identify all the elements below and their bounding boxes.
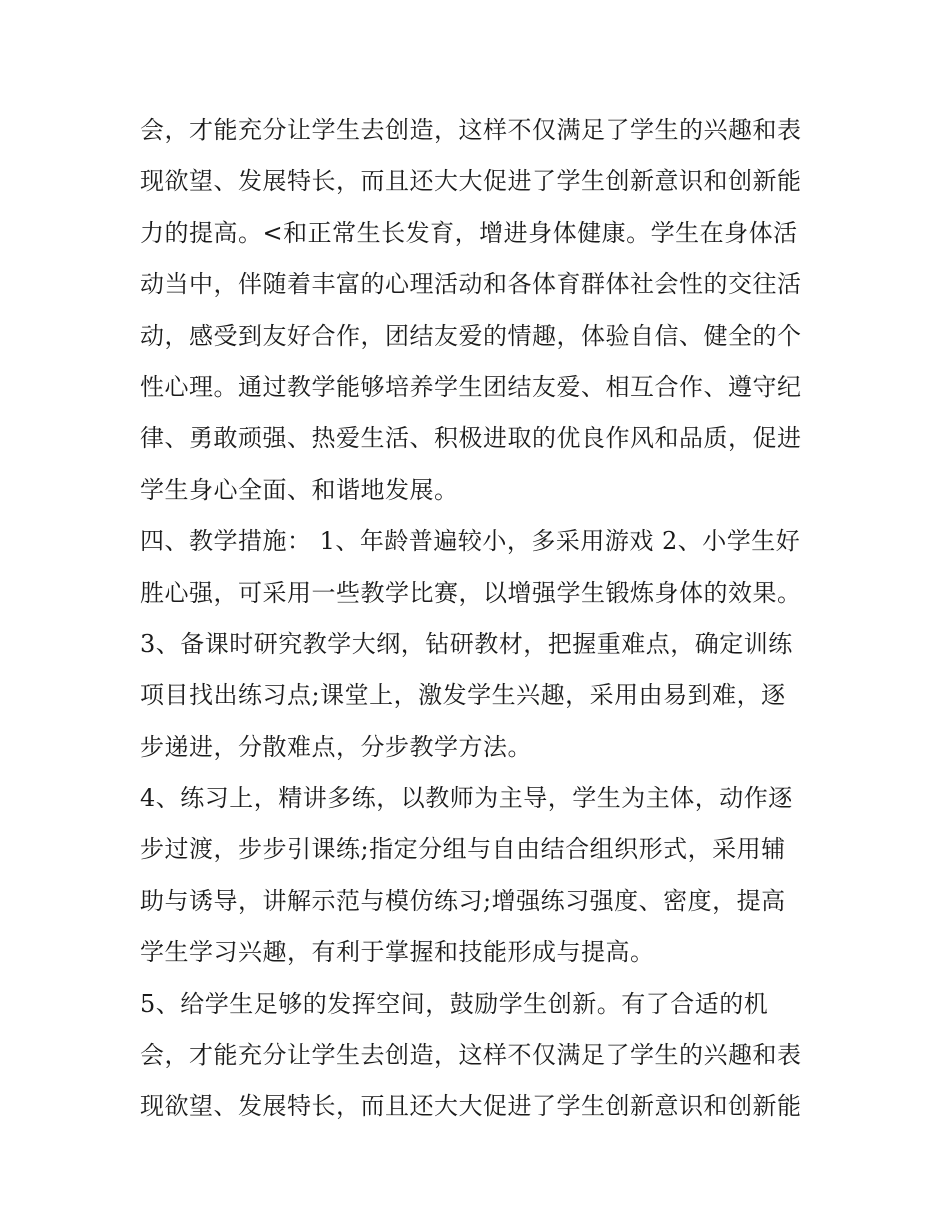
text-line: 会，才能充分让学生去创造，这样不仅满足了学生的兴趣和表 [140, 1041, 802, 1070]
text-line: 学生身心全面、和谐地发展。 [140, 475, 459, 504]
text-line: 会，才能充分让学生去创造，这样不仅满足了学生的兴趣和表 [140, 116, 802, 144]
text-line: 3、备课时研究教学大纲，钻研教材，把握重难点，确定训练 [140, 629, 793, 658]
text-line: 胜心强，可采用一些教学比赛，以增强学生锻炼身体的效果。 [140, 578, 802, 607]
text-line: 5、给学生足够的发挥空间，鼓励学生创新。有了合适的机 [140, 989, 769, 1018]
text-line: 步递进，分散难点，分步教学方法。 [140, 732, 532, 761]
text-line: 动，感受到友好合作，团结友爱的情趣，体验自信、健全的个 [140, 321, 802, 350]
text-line: 现欲望、发展特长，而且还大大促进了学生创新意识和创新能 [140, 167, 802, 196]
text-line: 助与诱导，讲解示范与模仿练习;增强练习强度、密度，提高 [140, 886, 786, 915]
text-line: 4、练习上，精讲多练，以教师为主导，学生为主体，动作逐 [140, 784, 793, 813]
text-line: 现欲望、发展特长，而且还大大促进了学生创新意识和创新能 [140, 1092, 802, 1121]
text-line: 性心理。通过教学能够培养学生团结友爱、相互合作、遵守纪 [140, 372, 802, 401]
text-line: 力的提高。<和正常生长发育，增进身体健康。学生在身体活 [140, 218, 798, 247]
body-text [140, 105, 830, 1133]
text-line: 动当中，伴随着丰富的心理活动和各体育群体社会性的交往活 [140, 270, 802, 299]
text-line: 律、勇敢顽强、热爱生活、积极进取的优良作风和品质，促进 [140, 424, 802, 453]
text-line: 项目找出练习点;课堂上，激发学生兴趣，采用由易到难，逐 [140, 681, 786, 710]
text-line: 四、教学措施： 1、年龄普遍较小，多采用游戏 2、小学生好 [140, 527, 801, 556]
text-line: 步过渡，步步引课练;指定分组与自由结合组织形式，采用辅 [140, 835, 786, 864]
text-line: 学生学习兴趣，有利于掌握和技能形成与提高。 [140, 938, 655, 967]
